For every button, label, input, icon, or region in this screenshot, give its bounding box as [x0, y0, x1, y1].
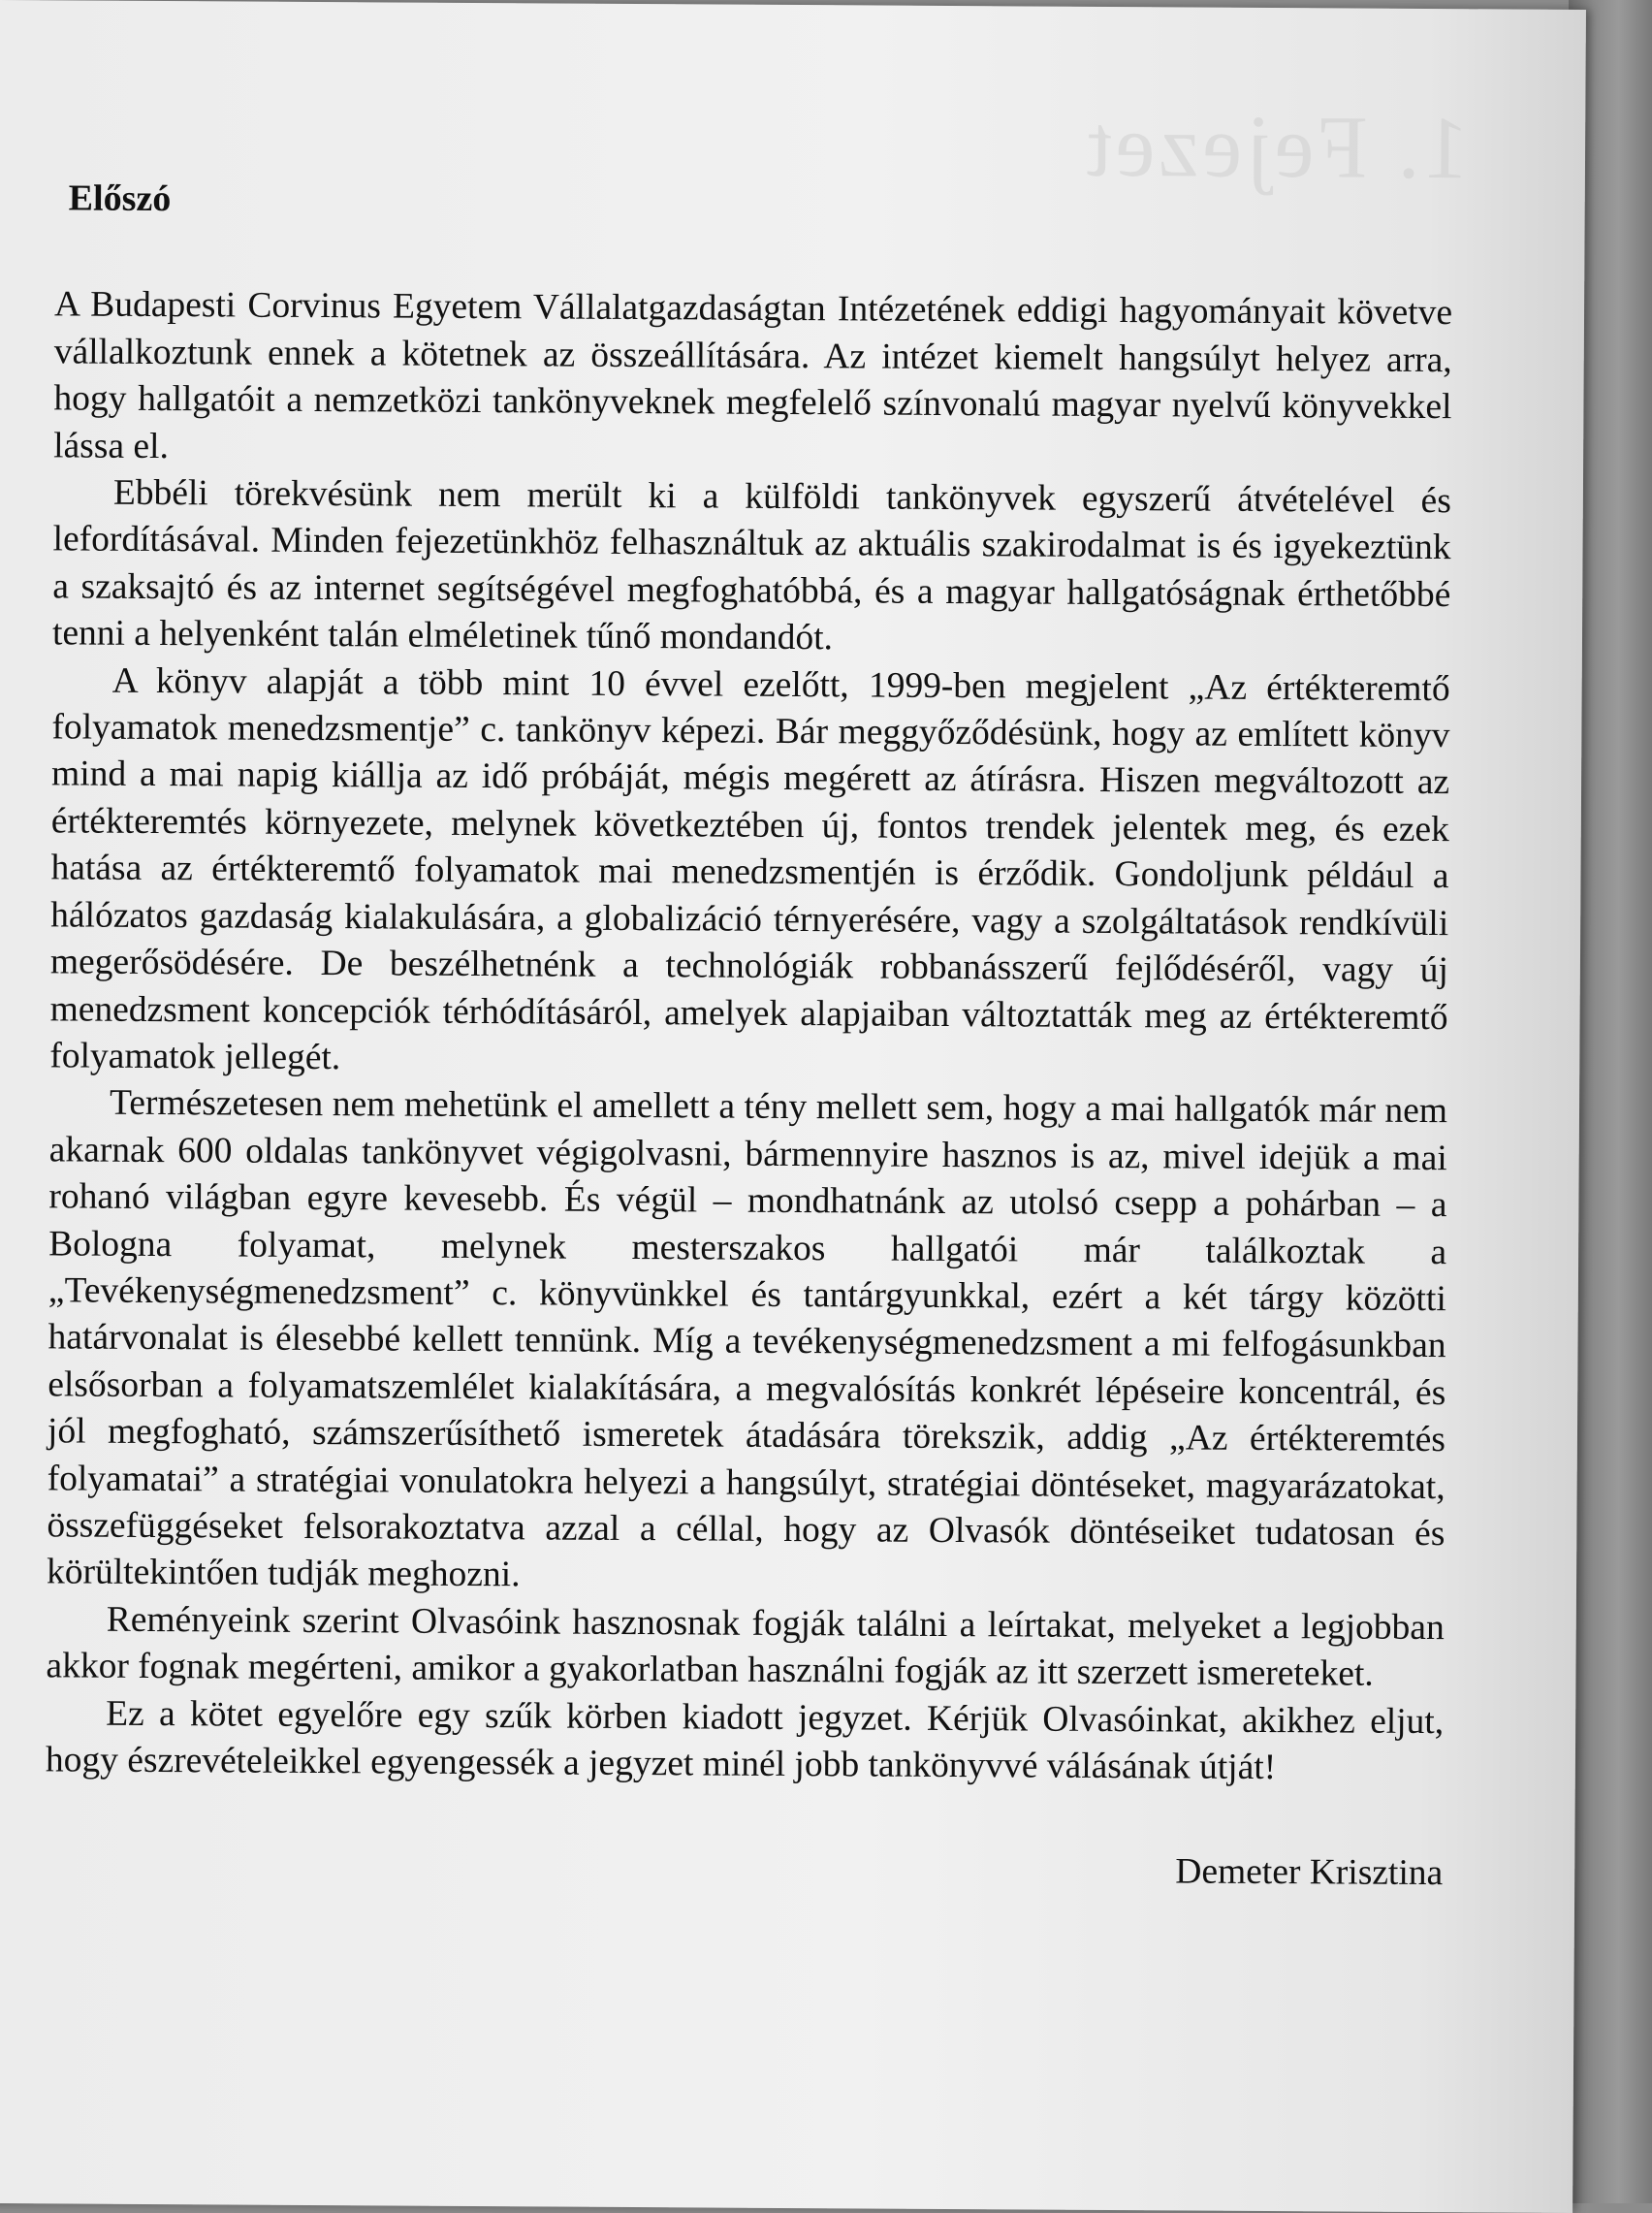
- page-title: Előszó: [68, 177, 172, 220]
- paragraph-1: A Budapesti Corvinus Egyetem Vállalatgazdaságtan Intézetének eddigi hagyományait követve vállalkoztunk ennek a kötetnek az összeállítására. Az intézet kiemelt hangsúlyt helyez arra, hogy hallgatóit a nemzetközi tankönyveknek megfelelő színvonalú magyar nyelvű könyvekkel lássa el.: [53, 284, 1453, 466]
- page-content: [45, 175, 1453, 1898]
- author-signature: Demeter Krisztina: [1175, 1851, 1444, 1894]
- paragraph-2: Ebbéli törekvésünk nem merült ki a külföldi tankönyvek egyszerű átvételével és lefordításával. Minden fejezetünkhöz felhasználtuk az aktuális szakirodalmat is és igyekeztünk a szaksajtó és az internet segítségével megfoghatóbbá, és a magyar hallgatóságnak érthetőbbé tenni a helyenként talán elméletinek tűnő mondandót.: [51, 472, 1451, 658]
- paragraph-5: Reményeink szerint Olvasóink hasznosnak fogják találni a leírtakat, melyeket a legjobban akkor fognak megérteni, amikor a gyakorlatban használni fogják az itt szerzett ismereteket.: [46, 1599, 1445, 1694]
- bleed-through-heading: 1. Fejezet: [1083, 95, 1470, 198]
- paragraph-6: Ez a kötet egyelőre egy szűk körben kiadott jegyzet. Kérjük Olvasóinkat, akikhez eljut, hogy észrevételeikkel egyengessék a jegyzet minél jobb tankönyvvé válásának útját!: [45, 1693, 1445, 1788]
- paragraph-3: A könyv alapját a több mint 10 évvel ezelőtt, 1999-ben megjelent „Az értékteremtő folyamatok menedzsmentje” c. tankönyv képezi. Bár meggyőződésünk, hogy az említett könyv mind a mai napig kiállja az idő próbáját, mégis megérett az átírásra. Hiszen megváltozott az értékteremtés környezete, melynek következtében új, fontos trendek jelentek meg, és ezek hatása az értékteremtő folyamatok mai menedzsmentjén is érződik. Gondoljunk például a hálózatos gazdaság kialakulására, a globalizáció térnyerésére, vagy a szolgáltatások rendkívüli megerősödésére. De beszélhetnénk a technológiák robbanásszerű fejlődéséről, vagy új menedzsment koncepciók térhódításáról, amelyek alapjaiban változtatták meg az értékteremtő folyamatok jellegét.: [49, 660, 1450, 1078]
- paragraph-4: Természetesen nem mehetünk el amellett a tény mellett sem, hogy a mai hallgatók már nem akarnak 600 oldalas tankönyvet végigolvasni, bármennyire hasznos is az, mivel idejük a mai rohanó világban egyre kevesebb. És végül – mondhatnánk az utolsó csepp a pohárban – a Bologna folyamat, melynek mesterszakos hallgatói már találkoztak a „Tevékenységmenedzsment” c. könyvünkkel és tantárgyunkkal, ezért a két tárgy közötti határvonalat is élesebbé kellett tennünk. Míg a tevékenységmenedzsment a mi felfogásunkban elsősorban a folyamatszemlélet kialakítására, a megvalósítás konkrét lépéseire koncentrál, és jól megfogható, számszerűsíthető ismeretek átadására törekszik, addig „Az értékteremtés folyamatai” a stratégiai vonulatokra helyezi a hangsúlyt, stratégiai döntéseket, magyarázatokat, összefüggéseket felsorakoztatva azzal a céllal, hogy az Olvasók döntéseiket tudatosan és körültekintően tudják meghozni.: [46, 1083, 1448, 1595]
